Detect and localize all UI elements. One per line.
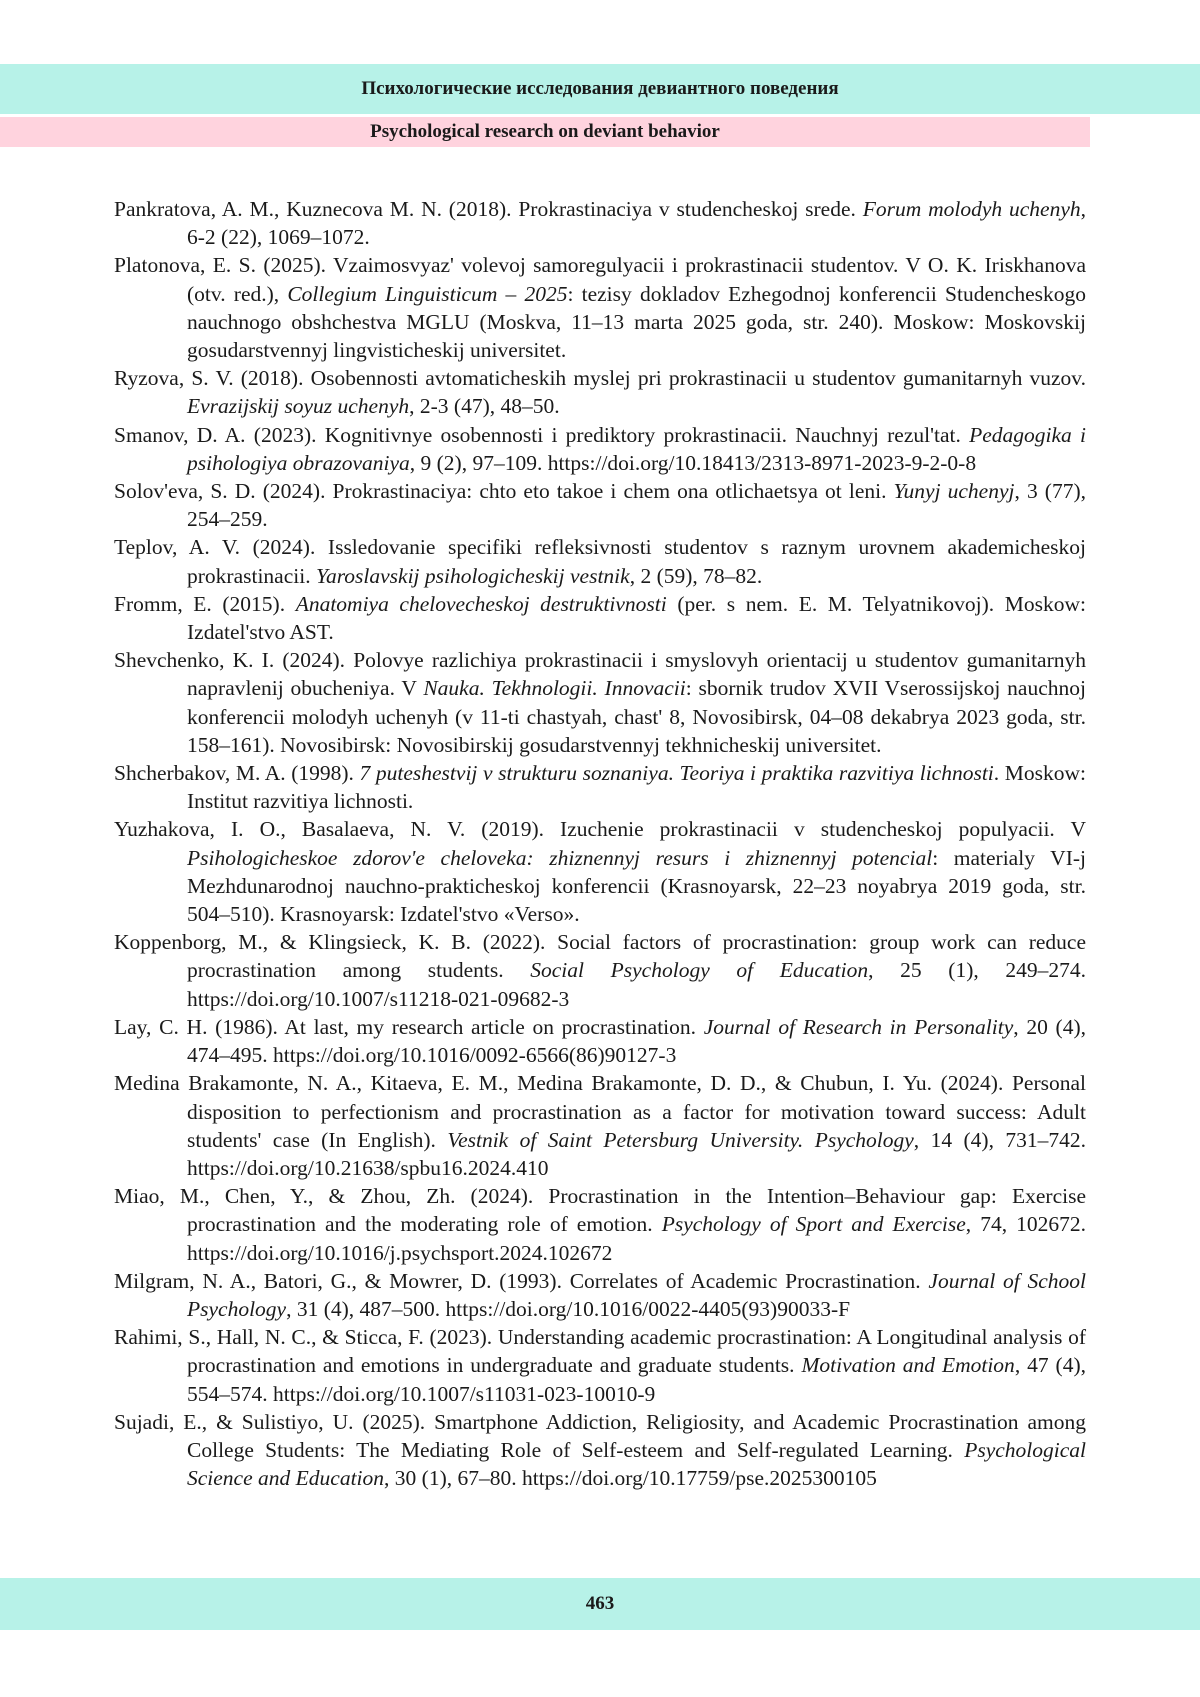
reference-source-title: Collegium Linguisticum – 2025 (287, 281, 568, 306)
reference-list (114, 195, 1086, 1492)
reference-source-title: Pedagogika i psihologiya obrazovaniya (187, 422, 1086, 475)
reference-entry (114, 646, 1086, 759)
reference-source-title: Vestnik of Saint Petersburg University. Psychology (447, 1127, 914, 1152)
reference-text: : materialy VI-j Mezhdunarodnoj nauchno-prakticheskoj konferencii (Krasnoyarsk, 22–23 noyabrya 2019 goda, str. 504–510). Krasnoyarsk: Izdatel'stvo «Verso». (187, 845, 1086, 927)
reference-text: Solov'eva, S. D. (2024). Prokrastinaciya: chto eto takoe i chem ona otlichaetsya ot leni. (114, 479, 894, 504)
reference-text: Lay, C. H. (1986). At last, my research article on procrastination. (114, 1014, 704, 1039)
reference-source-title: Anatomiya chelovecheskoj destruktivnosti (295, 591, 667, 616)
reference-text: Teplov, A. V. (2024). Issledovanie specifiki refleksivnosti studentov s raznym urovnem akademicheskoj prokrastinacii. (114, 535, 1086, 588)
reference-text: . Moskow: Institut razvitiya lichnosti. (187, 761, 1086, 814)
reference-text: Sujadi, E., & Sulistiyo, U. (2025). Smartphone Addiction, Religiosity, and Academic Procrastination among College Students: The Mediating Role of Self-esteem and Self-regulated Learning. (114, 1409, 1086, 1462)
section-title-ru-text: Психологические исследования девиантного поведения (361, 78, 839, 99)
reference-text: Fromm, E. (2015). (114, 591, 296, 616)
reference-source-title: Evrazijskij soyuz uchenyh (187, 394, 410, 419)
reference-text: , 6-2 (22), 1069–1072. (187, 197, 1086, 250)
reference-entry (114, 815, 1086, 928)
reference-entry (114, 421, 1086, 477)
reference-entry (114, 1013, 1086, 1069)
reference-source-title: Psychology of Sport and Exercise (661, 1212, 966, 1237)
reference-text: Miao, M., Chen, Y., & Zhou, Zh. (2024). Procrastination in the Intention–Behaviour gap: Exercise procrastination and the moderating role of emotion. (114, 1184, 1086, 1237)
reference-entry (114, 195, 1086, 251)
reference-source-title: Psihologicheskoe zdorov'e cheloveka: zhiznennyj resurs i zhiznennyj potencial (187, 845, 933, 870)
reference-text: Smanov, D. A. (2023). Kognitivnye osobennosti i prediktory prokrastinacii. Nauchnyj rezul'tat. (114, 422, 970, 447)
page-footer (0, 1578, 1200, 1630)
reference-text: , 20 (4), 474–495. https://doi.org/10.1016/0092-6566(86)90127-3 (187, 1014, 1086, 1068)
reference-entry (114, 928, 1086, 1013)
reference-text: Yuzhakova, I. O., Basalaeva, N. V. (2019). Izuchenie prokrastinacii v studencheskoj populyacii. V (114, 817, 1086, 842)
reference-text: Medina Brakamonte, N. A., Kitaeva, E. M., Medina Brakamonte, D. D., & Chubun, I. Yu. (2024). Personal disposition to perfectionism and procrastination as a factor for motivation toward success: Adult students' case (In English). (114, 1071, 1086, 1152)
reference-text: Rahimi, S., Hall, N. C., & Sticca, F. (2023). Understanding academic procrastination: A Longitudinal analysis of procrastination and emotions in undergraduate and graduate students. (114, 1325, 1086, 1378)
reference-text: , 2 (59), 78–82. (629, 563, 763, 588)
reference-text: , 74, 102672. https://doi.org/10.1016/j.psychsport.2024.102672 (187, 1212, 1087, 1265)
page-number: 463 (585, 1593, 615, 1614)
section-title-en-text: Psychological research on deviant behavior (370, 121, 720, 142)
journal-section-title-ru (0, 64, 1200, 114)
reference-entry (114, 1182, 1086, 1267)
reference-text: , 30 (1), 67–80. https://doi.org/10.17759/pse.2025300105 (384, 1466, 877, 1491)
reference-entry (114, 590, 1086, 646)
reference-source-title: 7 puteshestvij v strukturu soznaniya. Teoriya i praktika razvitiya lichnosti (359, 761, 994, 786)
reference-text: Shevchenko, K. I. (2024). Polovye razlichiya prokrastinacii i smyslovyh orientacij u studentov gumanitarnyh napravlenij obucheniya. V (114, 648, 1086, 701)
reference-source-title: Forum molodyh uchenyh (862, 197, 1081, 221)
reference-entry (114, 251, 1086, 364)
reference-text: , 25 (1), 249–274. https://doi.org/10.1007/s11218-021-09682-3 (187, 958, 1086, 1011)
reference-entry (114, 533, 1086, 589)
reference-entry (114, 364, 1086, 420)
reference-text: Pankratova, A. M., Kuznecova M. N. (2018). Prokrastinaciya v studencheskoj srede. (114, 197, 863, 221)
reference-source-title: Yunyj uchenyj (893, 479, 1015, 504)
reference-text: , 31 (4), 487–500. https://doi.org/10.1016/0022-4405(93)90033-F (286, 1296, 851, 1321)
reference-source-title: Motivation and Emotion (801, 1353, 1015, 1378)
reference-text: Shcherbakov, M. A. (1998). (114, 761, 360, 786)
reference-text: (per. s nem. E. M. Telyatnikovoj). Moskow: Izdatel'stvo AST. (187, 591, 1086, 645)
reference-entry (114, 1267, 1086, 1323)
reference-entry (114, 759, 1086, 815)
reference-text: , 47 (4), 554–574. https://doi.org/10.1007/s11031-023-10010-9 (187, 1353, 1086, 1406)
journal-section-title-en (0, 117, 1090, 147)
reference-text: Koppenborg, M., & Klingsieck, K. B. (2022). Social factors of procrastination: group work can reduce procrastination among students. (114, 930, 1086, 983)
reference-entry (114, 1408, 1086, 1493)
reference-source-title: Journal of Research in Personality (703, 1014, 1014, 1039)
reference-source-title: Journal of School Psychology (187, 1268, 1086, 1321)
reference-source-title: Social Psychology of Education (530, 958, 869, 983)
reference-text: Milgram, N. A., Batori, G., & Mowrer, D. (1993). Correlates of Academic Procrastination. (114, 1268, 929, 1293)
reference-entry (114, 1069, 1086, 1182)
reference-source-title: Psychological Science and Education (187, 1437, 1086, 1491)
reference-text: Ryzova, S. V. (2018). Osobennosti avtomaticheskih myslej pri prokrastinacii u studentov gumanitarnyh vuzov. (114, 366, 1086, 391)
reference-text: , 3 (77), 254–259. (187, 479, 1086, 532)
reference-text: , 2-3 (47), 48–50. (409, 394, 560, 419)
reference-text: Platonova, E. S. (2025). Vzaimosvyaz' volevoj samoregulyacii i prokrastinacii studentov. V O. K. Iriskhanova (otv. red.), (114, 253, 1086, 306)
reference-entry (114, 477, 1086, 533)
reference-text: , 9 (2), 97–109. https://doi.org/10.18413/2313-8971-2023-9-2-0-8 (409, 450, 977, 475)
reference-text: : sbornik trudov XVII Vserossijskoj nauchnoj konferencii molodyh uchenyh (v 11-ti chastyah, chast' 8, Novosibirsk, 04–08 dekabrya 2023 goda, str. 158–161). Novosibirsk: Novosibirskij gosudarstvennyj tekhnicheskij universitet. (187, 676, 1086, 757)
reference-entry (114, 1323, 1086, 1408)
reference-source-title: Nauka. Tekhnologii. Innovacii (423, 676, 686, 701)
reference-text: , 14 (4), 731–742. https://doi.org/10.21638/spbu16.2024.410 (187, 1127, 1086, 1180)
reference-source-title: Yaroslavskij psihologicheskij vestnik (315, 563, 630, 588)
reference-text: : tezisy dokladov Ezhegodnoj konferencii Studencheskogo nauchnogo obshchestva MGLU (Moskva, 11–13 marta 2025 goda, str. 240). Moskow: Moskovskij gosudarstvennyj lingvisticheskij universitet. (187, 281, 1086, 363)
